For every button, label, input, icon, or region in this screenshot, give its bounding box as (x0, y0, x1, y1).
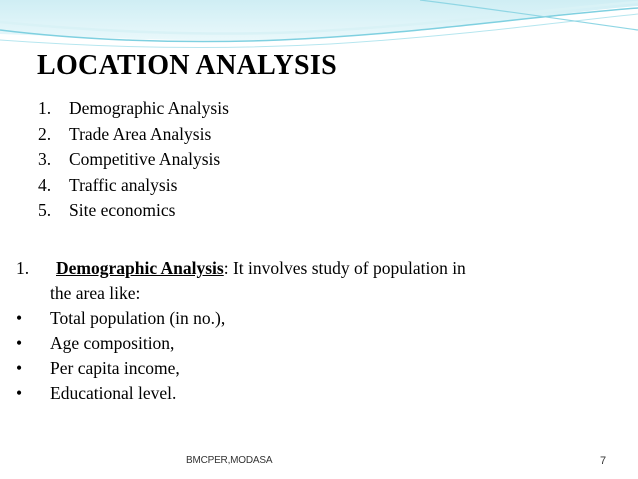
list-item (38, 198, 229, 224)
section-number: 1. (16, 258, 30, 278)
list-item-text: Competitive Analysis (69, 149, 221, 169)
section-intro-continued: the area like: (50, 283, 141, 303)
bullet-item (16, 356, 466, 381)
page-number: 7 (600, 455, 607, 467)
list-item (38, 122, 229, 148)
list-item (38, 173, 229, 199)
bullet-text: Educational level. (50, 383, 177, 403)
list-item (38, 96, 229, 122)
bullet-text: Age composition, (50, 333, 175, 353)
list-item-text: Demographic Analysis (69, 98, 229, 118)
numbered-list (38, 96, 229, 224)
list-item-number: 3. (38, 149, 52, 169)
bullet-text: Total population (in no.), (50, 308, 226, 328)
list-item-text: Site economics (69, 200, 176, 220)
bullet-item (16, 381, 466, 406)
bullet-text: Per capita income, (50, 358, 180, 378)
list-item-number: 5. (38, 200, 52, 220)
demographic-section (16, 256, 466, 406)
bullet-icon: • (16, 333, 23, 353)
bullet-item (16, 331, 466, 356)
list-item-number: 4. (38, 174, 52, 195)
list-item-text: Trade Area Analysis (69, 123, 212, 144)
section-heading-row (16, 256, 466, 281)
section-intro: : It involves study of population in (223, 258, 466, 278)
bullet-icon: • (16, 358, 23, 378)
list-item (38, 147, 229, 173)
list-item-text: Traffic analysis (69, 174, 178, 195)
bullet-icon: • (16, 308, 23, 328)
bullet-icon: • (16, 383, 23, 403)
footer-text: BMCPER,MODASA (186, 455, 273, 466)
slide-title: LOCATION ANALYSIS (37, 50, 337, 81)
list-item-number: 1. (38, 98, 52, 118)
section-heading: Demographic Analysis (56, 258, 224, 278)
bullet-item (16, 306, 466, 331)
list-item-number: 2. (38, 123, 52, 144)
